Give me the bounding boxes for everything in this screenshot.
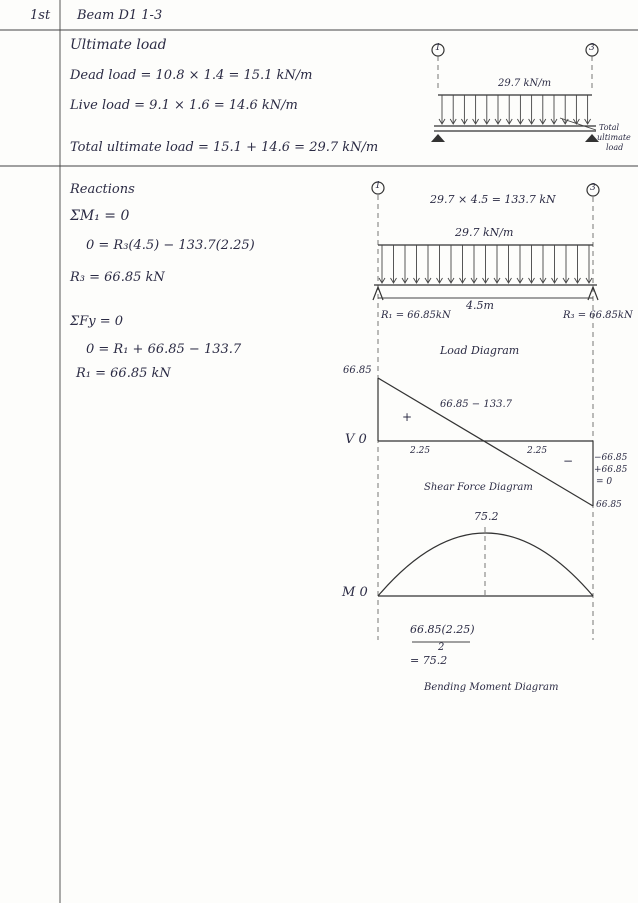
m-axis-label: M 0 <box>342 585 368 600</box>
main-node-3: 3 <box>590 183 596 193</box>
ultimate-heading: Ultimate load <box>70 37 167 53</box>
note-ultimate: ultimate <box>597 133 631 142</box>
dead-load-line: Dead load = 10.8 × 1.4 = 15.1 kN/m <box>70 68 313 83</box>
reactions-heading: Reactions <box>70 182 135 197</box>
moment-curve <box>378 533 593 596</box>
moment-diagram-caption: Bending Moment Diagram <box>424 682 559 693</box>
small-node-1: 1 <box>435 43 441 53</box>
shear-diagram-caption: Shear Force Diagram <box>424 482 533 493</box>
negative-sign: − <box>563 454 574 468</box>
note-total: Total <box>599 123 620 132</box>
moment-calc-denominator: 2 <box>438 642 445 653</box>
r3-result: R₃ = 66.85 kN <box>70 270 165 285</box>
r3-label: R₃ = 66.85kN <box>563 310 633 321</box>
beam-title: Beam D1 1-3 <box>77 8 163 23</box>
shear-right-value: 66.85 <box>596 500 622 510</box>
positive-sign: + <box>402 410 413 424</box>
right-note-1: −66.85 <box>594 453 628 463</box>
right-note-2: +66.85 <box>594 465 628 475</box>
moment-calc-numerator: 66.85(2.25) <box>410 623 475 636</box>
small-beam-diagram <box>431 44 599 142</box>
moment-equation-detail: 0 = R₃(4.5) − 133.7(2.25) <box>86 238 255 253</box>
support-left <box>431 134 445 142</box>
v-axis-label: V 0 <box>345 432 367 447</box>
moment-peak-value: 75.2 <box>474 510 499 523</box>
half-span-left: 2.25 <box>410 446 431 456</box>
level-label: 1st <box>30 8 51 23</box>
small-node-3: 3 <box>589 43 595 53</box>
total-load-line: Total ultimate load = 15.1 + 14.6 = 29.7 kN/m <box>70 140 379 155</box>
live-load-line: Live load = 9.1 × 1.6 = 14.6 kN/m <box>70 98 298 113</box>
shear-left-value: 66.85 <box>343 365 372 376</box>
udl-arrows-small <box>439 95 591 124</box>
shear-calc: 66.85 − 133.7 <box>440 399 512 410</box>
r1-result: R₁ = 66.85 kN <box>76 366 171 381</box>
note-load: load <box>606 143 624 152</box>
udl-arrows-main <box>379 245 592 283</box>
small-udl-label: 29.7 kN/m <box>498 78 552 89</box>
vertical-equilibrium: ΣFy = 0 <box>70 314 123 329</box>
main-node-1: 1 <box>375 181 381 191</box>
vertical-equation-detail: 0 = R₁ + 66.85 − 133.7 <box>86 342 242 357</box>
r1-label: R₁ = 66.85kN <box>381 310 451 321</box>
right-note-3: = 0 <box>596 477 613 487</box>
moment-calc-result: = 75.2 <box>410 654 448 667</box>
main-udl-label: 29.7 kN/m <box>455 226 514 239</box>
moment-equation: ΣM₁ = 0 <box>70 208 130 224</box>
span-label: 4.5m <box>466 299 494 312</box>
half-span-right: 2.25 <box>527 446 548 456</box>
load-diagram-caption: Load Diagram <box>440 344 520 357</box>
total-load-calc: 29.7 × 4.5 = 133.7 kN <box>430 193 556 206</box>
